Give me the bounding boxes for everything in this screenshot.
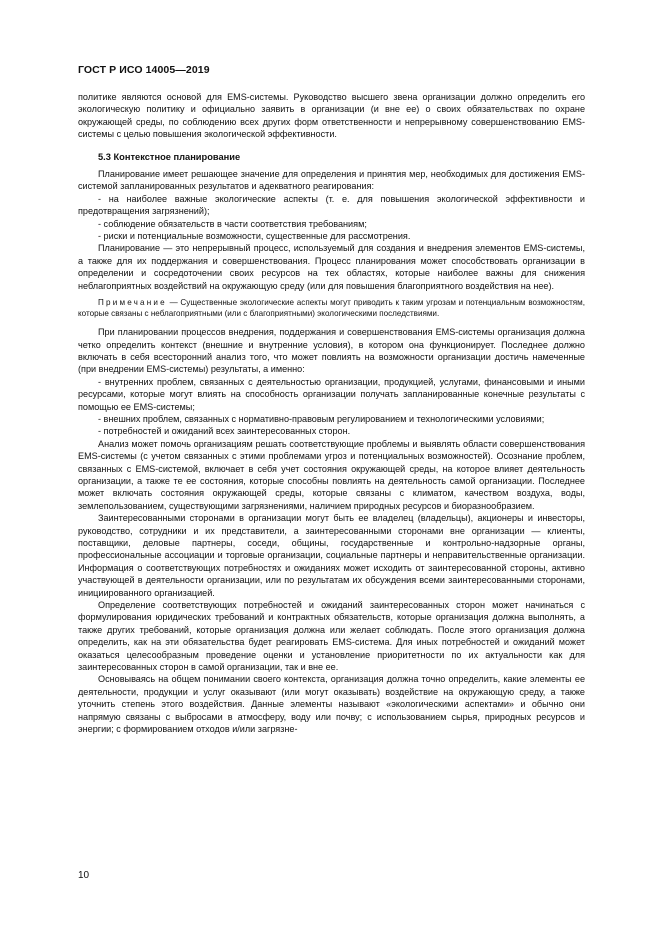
list-item: - внешних проблем, связанных с нормативно-правовым регулированием и технологическими условиями; [98, 413, 545, 424]
list-item: - риски и потенциальные возможности, существенные для рассмотрения. [98, 231, 411, 242]
note [78, 297, 585, 319]
note-text: — Существенные экологические аспекты могут приводить к таким угрозам и потенциальным возможностям, которые связаны с неблагоприятными (или с благоприятными) экологическими последствиями. [78, 298, 585, 319]
paragraph: Анализ может помочь организациям решать соответствующие проблемы и выявлять области совершенствования EMS-системы (с учетом связанных с этими проблемами угроз и потенциальных возможностей). Осознание проблем, связанных с EMS-системой, включает в себя учет состояния окружающей среды, на которое влияет деятельность организации, а также те ее состояния, которые способны повлиять на деятельность самой организации. Последнее может включать состояния окружающей среды, которые связаны с климатом, качеством воздуха, воды, землепользованием, существующими загрязнениями, наличием природных ресурсов и биоразнообразием. [78, 438, 585, 511]
document-body [78, 91, 585, 736]
document-header: ГОСТ Р ИСО 14005—2019 [78, 64, 210, 76]
paragraph: Планирование имеет решающее значение для определения и принятия мер, необходимых для достижения EMS-системой запланированных результатов и адекватного реагирования: [78, 169, 585, 192]
paragraph: Планирование — это непрерывный процесс, используемый для создания и внедрения элементов EMS-системы, а также для их поддержания и совершенствования. Процесс планирования может способствовать организации в определении и сосредоточении своих ресурсов на тех областях, которые наиболее важны для снижения неблагоприятных воздействий на окружающую среду (или для повышения благоприятного воздействия на нее). [78, 243, 585, 291]
paragraph: При планировании процессов внедрения, поддержания и совершенствования EMS-системы организация должна четко определить контекст (внешние и внутренние условия), в котором она функционирует. Последнее должно включать в себя всесторонний анализ того, что может повлиять на возможности организации достичь намеченные (при внедрении EMS-системы) результаты, а именно: [78, 327, 585, 375]
page-number: 10 [78, 870, 90, 881]
intro-paragraph: политике являются основой для EMS-системы. Руководство высшего звена организации должно определить его экологическую политику и официально заявить в организации (и вне ее) о своих обязательствах по охране окружающей среды, по соблюдению всех других форм ответственности и непрерывному совершенствованию EMS-системы с целью повышения экологической эффективности. [78, 92, 585, 140]
list-item: - на наиболее важные экологические аспекты (т. е. для повышения экологической эффективности и предотвращения загрязнений); [78, 193, 585, 217]
paragraph: Заинтересованными сторонами в организации могут быть ее владелец (владельцы), акционеры и инвесторы, руководство, сотрудники и их представители, а заинтересованными сторонами вне организации — клиенты, поставщики, деловые партнеры, соседи, общины, государственные и контрольно-надзорные органы, профессиональные ассоциации и торговые организации, социальные партнеры и неправительственные организации. Информация о соответствующих потребностях и ожиданиях может исходить от заинтересованной стороны, активно участвующей в деятельности организации, или по результатам их обсуждения всеми заинтересованными сторонами, инициированного организацией. [78, 513, 585, 598]
list-item: - потребностей и ожиданий всех заинтересованных сторон. [98, 426, 351, 437]
paragraph: Определение соответствующих потребностей и ожиданий заинтересованных сторон может начинаться с формулирования юридических требований и контрактных обязательств, которые организация должна выполнять, а также других требований, которые организация должна или желает соблюдать. После этого организация должна определить, как на эти обязательства будет реагировать EMS-система. Для иных потребностей и ожиданий может оказаться целесообразным проведение оценки и установление приоритетности по их актуальности как для заинтересованных сторон в самой организации, так и вне ее. [78, 600, 585, 673]
list-item: - соблюдение обязательств в части соответствия требованиям; [98, 218, 367, 229]
section-heading: 5.3 Контекстное планирование [98, 151, 241, 162]
note-label: Примечание [98, 298, 167, 308]
paragraph: Основываясь на общем понимании своего контекста, организация должна точно определить, какие элементы ее деятельности, продукции и услуг оказывают (или могут оказывать) воздействие на окружающую среду, а также уточнить степень этого воздействия. Данные элементы называют «экологическими аспектами» и обычно они напрямую связаны с выбросами в атмосферу, воду или почву; с использованием сырья, природных ресурсов и энергии; с формированием отходов и/или загрязне- [78, 674, 585, 735]
list-item: - внутренних проблем, связанных с деятельностью организации, продукцией, услугами, финансовыми и иными ресурсами, которые могут влиять на способность организации получать запланированные конечные результаты с помощью ее EMS-системы; [78, 376, 585, 412]
